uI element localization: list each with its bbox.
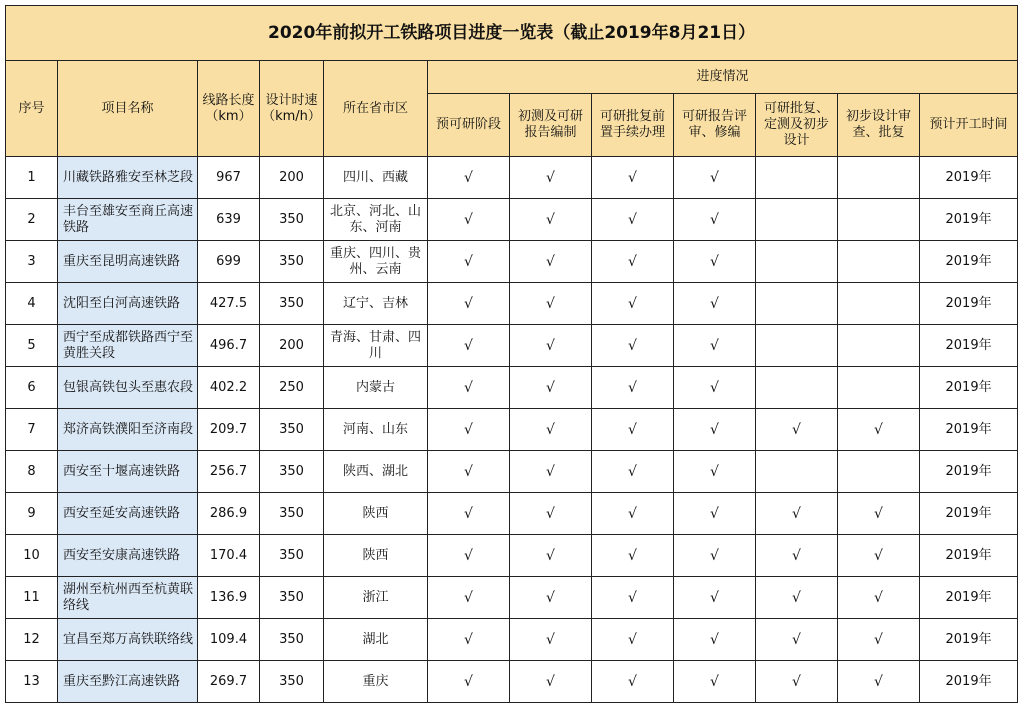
seq-cell: 4 [6, 283, 58, 325]
design-speed-cell: 350 [260, 661, 324, 703]
stage-6-check-cell [838, 241, 920, 283]
project-name-cell: 重庆至昆明高速铁路 [58, 241, 198, 283]
project-name-cell: 重庆至黔江高速铁路 [58, 661, 198, 703]
stage-4-check-cell: √ [674, 577, 756, 619]
project-name-cell: 丰台至雄安至商丘高速铁路 [58, 199, 198, 241]
stage-4-check-cell: √ [674, 619, 756, 661]
design-speed-cell: 250 [260, 367, 324, 409]
stage-2-check-cell: √ [510, 199, 592, 241]
header-province: 所在省市区 [324, 61, 428, 157]
design-speed-cell: 350 [260, 451, 324, 493]
province-cell: 北京、河北、山东、河南 [324, 199, 428, 241]
stage-6-check-cell [838, 451, 920, 493]
project-name-cell: 西安至十堰高速铁路 [58, 451, 198, 493]
table-row [6, 283, 1018, 325]
start-time-cell: 2019年 [920, 367, 1018, 409]
header-stage-pre-approval: 可研批复前置手续办理 [592, 94, 674, 157]
province-cell: 陕西 [324, 493, 428, 535]
stage-4-check-cell: √ [674, 325, 756, 367]
header-project-name: 项目名称 [58, 61, 198, 157]
province-cell: 浙江 [324, 577, 428, 619]
stage-5-check-cell [756, 199, 838, 241]
stage-3-check-cell: √ [592, 283, 674, 325]
stage-5-check-cell [756, 325, 838, 367]
stage-3-check-cell: √ [592, 661, 674, 703]
start-time-cell: 2019年 [920, 241, 1018, 283]
stage-2-check-cell: √ [510, 241, 592, 283]
stage-3-check-cell: √ [592, 409, 674, 451]
seq-cell: 7 [6, 409, 58, 451]
stage-6-check-cell [838, 325, 920, 367]
stage-2-check-cell: √ [510, 157, 592, 199]
stage-5-check-cell [756, 157, 838, 199]
line-length-cell: 699 [198, 241, 260, 283]
stage-3-check-cell: √ [592, 367, 674, 409]
stage-1-check-cell: √ [428, 451, 510, 493]
stage-4-check-cell: √ [674, 409, 756, 451]
line-length-cell: 639 [198, 199, 260, 241]
stage-5-check-cell: √ [756, 577, 838, 619]
design-speed-cell: 350 [260, 493, 324, 535]
stage-2-check-cell: √ [510, 661, 592, 703]
province-cell: 河南、山东 [324, 409, 428, 451]
start-time-cell: 2019年 [920, 283, 1018, 325]
table-row [6, 661, 1018, 703]
design-speed-cell: 200 [260, 325, 324, 367]
header-design-speed: 设计时速（km/h） [260, 61, 324, 157]
stage-6-check-cell: √ [838, 493, 920, 535]
design-speed-cell: 350 [260, 199, 324, 241]
stage-3-check-cell: √ [592, 535, 674, 577]
stage-4-check-cell: √ [674, 241, 756, 283]
line-length-cell: 170.4 [198, 535, 260, 577]
project-name-cell: 川藏铁路雅安至林芝段 [58, 157, 198, 199]
project-name-cell: 包银高铁包头至惠农段 [58, 367, 198, 409]
line-length-cell: 496.7 [198, 325, 260, 367]
table-row [6, 577, 1018, 619]
stage-3-check-cell: √ [592, 577, 674, 619]
design-speed-cell: 200 [260, 157, 324, 199]
stage-1-check-cell: √ [428, 325, 510, 367]
header-line-length: 线路长度（km） [198, 61, 260, 157]
stage-6-check-cell: √ [838, 661, 920, 703]
seq-cell: 3 [6, 241, 58, 283]
stage-2-check-cell: √ [510, 283, 592, 325]
progress-table-sheet [5, 5, 1017, 703]
province-cell: 重庆 [324, 661, 428, 703]
stage-4-check-cell: √ [674, 283, 756, 325]
province-cell: 湖北 [324, 619, 428, 661]
start-time-cell: 2019年 [920, 619, 1018, 661]
start-time-cell: 2019年 [920, 577, 1018, 619]
stage-6-check-cell [838, 367, 920, 409]
table-body [6, 157, 1018, 703]
seq-cell: 5 [6, 325, 58, 367]
project-name-cell: 西宁至成都铁路西宁至黄胜关段 [58, 325, 198, 367]
header-stage-pre-feasibility: 预可研阶段 [428, 94, 510, 157]
table-row [6, 409, 1018, 451]
project-name-cell: 沈阳至白河高速铁路 [58, 283, 198, 325]
stage-1-check-cell: √ [428, 661, 510, 703]
stage-3-check-cell: √ [592, 157, 674, 199]
province-cell: 四川、西藏 [324, 157, 428, 199]
header-stage-design-review: 初步设计审查、批复 [838, 94, 920, 157]
project-name-cell: 西安至延安高速铁路 [58, 493, 198, 535]
stage-2-check-cell: √ [510, 367, 592, 409]
line-length-cell: 967 [198, 157, 260, 199]
stage-1-check-cell: √ [428, 199, 510, 241]
stage-5-check-cell: √ [756, 619, 838, 661]
stage-1-check-cell: √ [428, 493, 510, 535]
design-speed-cell: 350 [260, 283, 324, 325]
stage-6-check-cell: √ [838, 409, 920, 451]
stage-6-check-cell: √ [838, 619, 920, 661]
stage-2-check-cell: √ [510, 535, 592, 577]
header-seq: 序号 [6, 61, 58, 157]
stage-5-check-cell [756, 283, 838, 325]
stage-1-check-cell: √ [428, 241, 510, 283]
design-speed-cell: 350 [260, 577, 324, 619]
project-name-cell: 宜昌至郑万高铁联络线 [58, 619, 198, 661]
table-row [6, 325, 1018, 367]
stage-1-check-cell: √ [428, 535, 510, 577]
line-length-cell: 109.4 [198, 619, 260, 661]
project-name-cell: 西安至安康高速铁路 [58, 535, 198, 577]
seq-cell: 1 [6, 157, 58, 199]
line-length-cell: 402.2 [198, 367, 260, 409]
stage-5-check-cell [756, 367, 838, 409]
stage-6-check-cell [838, 157, 920, 199]
stage-1-check-cell: √ [428, 409, 510, 451]
table-row [6, 157, 1018, 199]
header-stage-report-review: 可研报告评审、修编 [674, 94, 756, 157]
line-length-cell: 256.7 [198, 451, 260, 493]
table-row [6, 367, 1018, 409]
stage-4-check-cell: √ [674, 451, 756, 493]
table-title: 2020年前拟开工铁路项目进度一览表（截止2019年8月21日） [6, 6, 1018, 61]
table-row [6, 451, 1018, 493]
seq-cell: 9 [6, 493, 58, 535]
seq-cell: 8 [6, 451, 58, 493]
table-row [6, 199, 1018, 241]
province-cell: 辽宁、吉林 [324, 283, 428, 325]
stage-2-check-cell: √ [510, 619, 592, 661]
stage-3-check-cell: √ [592, 241, 674, 283]
stage-5-check-cell [756, 241, 838, 283]
stage-3-check-cell: √ [592, 619, 674, 661]
province-cell: 陕西、湖北 [324, 451, 428, 493]
design-speed-cell: 350 [260, 409, 324, 451]
stage-5-check-cell: √ [756, 661, 838, 703]
stage-3-check-cell: √ [592, 451, 674, 493]
stage-3-check-cell: √ [592, 325, 674, 367]
stage-1-check-cell: √ [428, 283, 510, 325]
province-cell: 重庆、四川、贵州、云南 [324, 241, 428, 283]
design-speed-cell: 350 [260, 241, 324, 283]
stage-4-check-cell: √ [674, 493, 756, 535]
stage-2-check-cell: √ [510, 493, 592, 535]
design-speed-cell: 350 [260, 535, 324, 577]
start-time-cell: 2019年 [920, 493, 1018, 535]
line-length-cell: 427.5 [198, 283, 260, 325]
stage-6-check-cell [838, 283, 920, 325]
header-stage-approval-design: 可研批复、定测及初步设计 [756, 94, 838, 157]
province-cell: 陕西 [324, 535, 428, 577]
table-row [6, 241, 1018, 283]
stage-4-check-cell: √ [674, 661, 756, 703]
stage-1-check-cell: √ [428, 157, 510, 199]
stage-6-check-cell [838, 199, 920, 241]
stage-4-check-cell: √ [674, 157, 756, 199]
province-cell: 青海、甘肃、四川 [324, 325, 428, 367]
stage-5-check-cell: √ [756, 493, 838, 535]
line-length-cell: 269.7 [198, 661, 260, 703]
progress-table [5, 5, 1018, 703]
stage-3-check-cell: √ [592, 199, 674, 241]
table-row [6, 493, 1018, 535]
stage-5-check-cell: √ [756, 409, 838, 451]
stage-2-check-cell: √ [510, 577, 592, 619]
seq-cell: 13 [6, 661, 58, 703]
start-time-cell: 2019年 [920, 199, 1018, 241]
stage-6-check-cell: √ [838, 535, 920, 577]
start-time-cell: 2019年 [920, 409, 1018, 451]
start-time-cell: 2019年 [920, 451, 1018, 493]
line-length-cell: 209.7 [198, 409, 260, 451]
stage-1-check-cell: √ [428, 367, 510, 409]
stage-4-check-cell: √ [674, 535, 756, 577]
start-time-cell: 2019年 [920, 325, 1018, 367]
header-stage-survey-report: 初测及可研报告编制 [510, 94, 592, 157]
seq-cell: 12 [6, 619, 58, 661]
design-speed-cell: 350 [260, 619, 324, 661]
project-name-cell: 郑济高铁濮阳至济南段 [58, 409, 198, 451]
table-row [6, 619, 1018, 661]
seq-cell: 2 [6, 199, 58, 241]
stage-5-check-cell [756, 451, 838, 493]
province-cell: 内蒙古 [324, 367, 428, 409]
stage-1-check-cell: √ [428, 577, 510, 619]
seq-cell: 11 [6, 577, 58, 619]
stage-4-check-cell: √ [674, 367, 756, 409]
stage-2-check-cell: √ [510, 451, 592, 493]
table-row [6, 535, 1018, 577]
stage-2-check-cell: √ [510, 325, 592, 367]
header-start-time: 预计开工时间 [920, 94, 1018, 157]
start-time-cell: 2019年 [920, 157, 1018, 199]
seq-cell: 10 [6, 535, 58, 577]
stage-1-check-cell: √ [428, 619, 510, 661]
start-time-cell: 2019年 [920, 661, 1018, 703]
start-time-cell: 2019年 [920, 535, 1018, 577]
seq-cell: 6 [6, 367, 58, 409]
stage-6-check-cell: √ [838, 577, 920, 619]
stage-5-check-cell: √ [756, 535, 838, 577]
stage-2-check-cell: √ [510, 409, 592, 451]
line-length-cell: 136.9 [198, 577, 260, 619]
header-progress: 进度情况 [428, 61, 1018, 94]
stage-4-check-cell: √ [674, 199, 756, 241]
line-length-cell: 286.9 [198, 493, 260, 535]
project-name-cell: 湖州至杭州西至杭黄联络线 [58, 577, 198, 619]
stage-3-check-cell: √ [592, 493, 674, 535]
